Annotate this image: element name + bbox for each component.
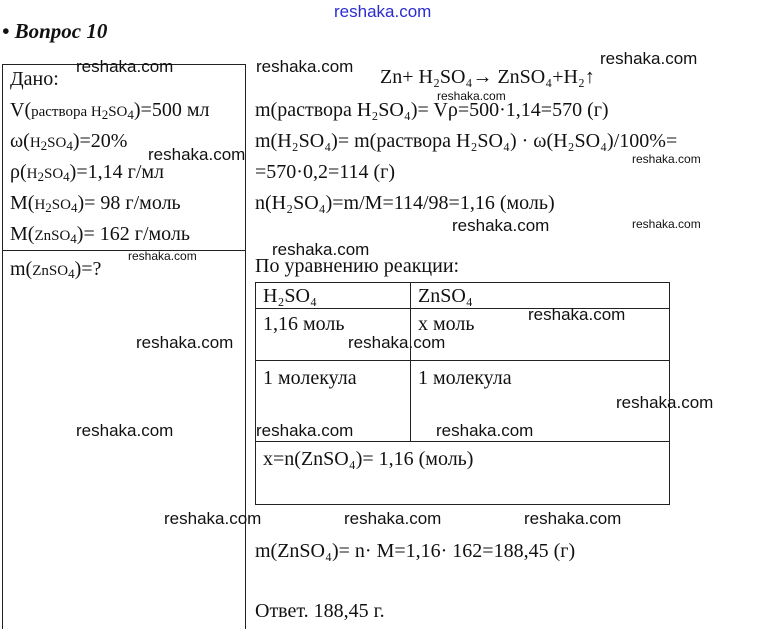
watermark: reshaka.com (344, 509, 442, 528)
table-top (255, 282, 670, 283)
watermark: reshaka.com (148, 145, 246, 164)
find-quantity: m(ZnSO$_4$)=? (10, 258, 102, 281)
given-find-divider (2, 250, 246, 251)
given-heading: Дано: (10, 68, 59, 90)
reaction-equation: Zn+ H₂SO₄→ ZnSO₄+H₂↑ (380, 66, 595, 88)
given-mass-fraction: $\omega(H_2SO_4)=20\%$ (10, 130, 128, 153)
table-mid (410, 282, 411, 442)
watermark: reshaka.com (136, 333, 234, 352)
answer-line: Ответ. 188,45 г. (255, 600, 385, 622)
watermark: reshaka.com (256, 57, 354, 76)
table-row1-bottom (255, 360, 670, 361)
watermark: reshaka.com (76, 421, 174, 440)
watermark: reshaka.com (452, 216, 550, 235)
watermark: reshaka.com (348, 333, 446, 352)
given-molar-mass-h2so4: $M(H_2SO_4)= 98$ г/моль (10, 192, 181, 215)
given-density: $\rho(H_2SO_4)=1,14$ г/мл (10, 161, 165, 184)
watermark: reshaka.com (524, 509, 622, 528)
question-title: • Вопрос 10 (2, 19, 108, 43)
table-header-znso4: ZnSO₄ (418, 285, 473, 307)
solution-line-moles: n(H₂SO₄)=m/M=114/98=1,16 (моль) (255, 192, 555, 214)
table-result: x=n(ZnSO₄)= 1,16 (моль) (263, 448, 474, 470)
watermark: reshaka.com (437, 89, 506, 103)
product-mass-line: m(ZnSO₄)= n· M=1,16· 162=188,45 (г) (255, 540, 576, 562)
table-bottom (255, 504, 670, 505)
watermark: reshaka.com (528, 305, 626, 324)
table-cell-acid-moles: 1,16 моль (263, 313, 345, 335)
watermark: reshaka.com (632, 217, 701, 231)
watermark: reshaka.com (272, 240, 370, 259)
frame-left (2, 64, 3, 629)
watermark-top: reshaka.com (334, 2, 432, 21)
given-molar-mass-znso4: M(ZnSO$_4$)= 162 г/моль (10, 223, 190, 246)
watermark: reshaka.com (256, 421, 354, 440)
watermark: reshaka.com (164, 509, 262, 528)
table-cell-salt-moles: x моль (418, 313, 475, 335)
watermark: reshaka.com (632, 152, 701, 166)
table-header-h2so4: H₂SO₄ (263, 285, 317, 307)
watermark: reshaka.com (616, 393, 714, 412)
solution-line-acid-mass-value: =570·0,2=114 (г) (255, 161, 395, 183)
table-cell-salt-ratio: 1 молекула (418, 367, 512, 389)
watermark: reshaka.com (128, 249, 197, 263)
watermark: reshaka.com (436, 421, 534, 440)
solution-line-solution-mass: m(раствора H₂SO₄)= Vρ=500·1,14=570 (г) (255, 99, 609, 121)
given-volume: V(раствора $H_2SO_4)=500$ мл (10, 99, 210, 122)
watermark: reshaka.com (600, 49, 698, 68)
watermark: reshaka.com (76, 57, 174, 76)
by-equation-label: По уравнению реакции: (255, 255, 460, 277)
table-left (255, 282, 256, 505)
table-cell-acid-ratio: 1 молекула (263, 367, 357, 389)
table-row2-bottom (255, 441, 670, 442)
solution-line-acid-mass: m(H₂SO₄)= m(раствора H₂SO₄) · ω(H₂SO₄)/100%= (255, 130, 678, 152)
